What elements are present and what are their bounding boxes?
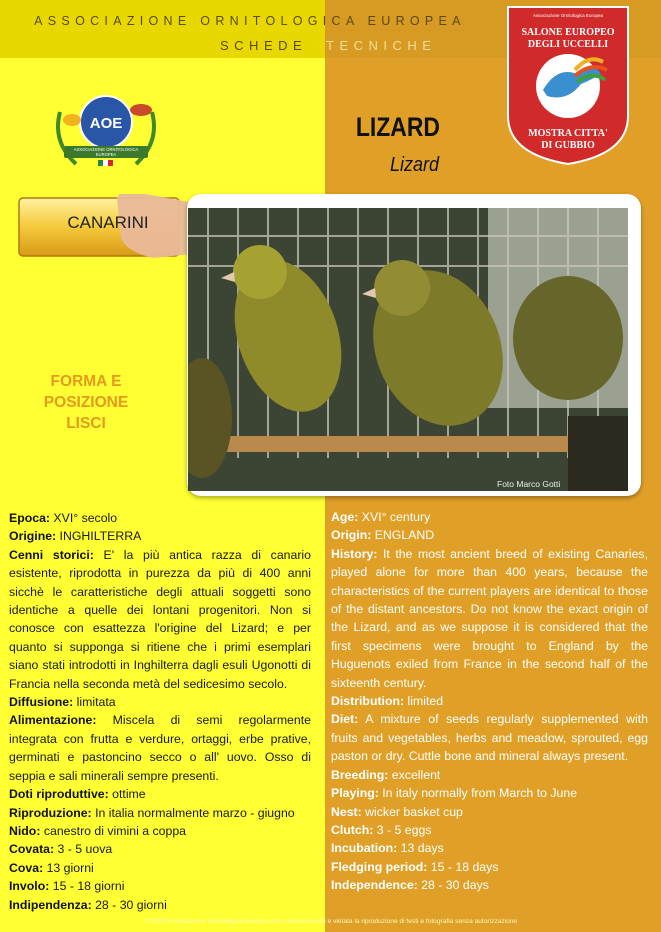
info-history	[331, 545, 648, 692]
subtitle-tecniche: TECNICHE	[326, 38, 437, 53]
info-cenni	[9, 546, 311, 693]
form-line3: LISCI	[66, 415, 106, 432]
badge-line3: MOSTRA CITTA'	[528, 128, 608, 139]
info-diet	[331, 710, 648, 765]
diffusione-label: Diffusione:	[9, 695, 74, 710]
riproduzione-value: In italia normalmente marzo - giugno	[91, 805, 295, 820]
diet-label: Diet:	[331, 712, 359, 727]
info-alimentazione	[9, 711, 311, 785]
fledging-label: Fledging period:	[331, 859, 428, 874]
incubation-label: Incubation:	[331, 841, 398, 856]
org-title: ASSOCIAZIONE ORNITOLOGICA EUROPEA	[34, 14, 466, 28]
info-incubation	[331, 839, 648, 857]
info-diffusione	[9, 693, 311, 711]
form-line2: POSIZIONE	[43, 394, 129, 411]
distribution-label: Distribution:	[331, 694, 405, 709]
origin-value: ENGLAND	[371, 528, 435, 543]
info-nido	[9, 822, 311, 840]
independence-label: Independence:	[331, 878, 418, 893]
info-age	[331, 508, 648, 526]
info-riproduzione	[9, 804, 311, 822]
nest-label: Nest:	[331, 804, 362, 819]
info-epoca	[9, 509, 311, 527]
italian-info	[9, 509, 311, 914]
info-indipendenza	[9, 896, 311, 914]
info-doti	[9, 785, 311, 803]
info-playing	[331, 784, 648, 802]
involo-value: 15 - 18 giorni	[49, 879, 125, 894]
diet-value: A mixture of seeds regularly supplemented with fruits and vegetables, herbs and meadow, sprouted, egg paston or dry. Cuttle bone and mineral always present.	[331, 712, 648, 764]
cenni-label: Cenni storici:	[9, 547, 94, 562]
logo-acronym: AOE	[89, 115, 123, 132]
canary-illustration	[188, 208, 628, 491]
aoe-logo	[46, 84, 166, 170]
subtitle-schede: SCHEDE	[220, 38, 308, 53]
footer-copyright: © 2009 Associazione Ornitologica Europea tutti i diritti riservati e vietata la riproduzione di testi e fotografia senza autorizzazione	[143, 918, 518, 925]
info-independence	[331, 876, 648, 894]
breed-name: LIZARD	[355, 112, 440, 142]
covata-value: 3 - 5 uova	[54, 842, 113, 857]
canary-photo	[188, 208, 628, 491]
logo-line2: EUROPEA	[95, 152, 117, 157]
cova-value: 13 giorni	[43, 860, 94, 875]
clutch-label: Clutch:	[331, 822, 374, 837]
age-value: XVI° century	[358, 510, 431, 524]
badge-line4: DI GUBBIO	[541, 140, 595, 151]
form-line1: FORMA E	[50, 373, 122, 390]
alimentazione-value: Miscela di semi regolarmente integrata con frutta e verdure, ortaggi, erbe prative, germinati e pastoncino secco o all' uovo. Osso di seppia e sali minerali sempre presenti.	[9, 713, 311, 783]
info-fledging	[331, 858, 648, 876]
gubbio-badge	[505, 4, 631, 167]
age-label: Age:	[331, 510, 359, 524]
origin-label: Origin:	[331, 528, 372, 543]
riproduzione-label: Riproduzione:	[9, 805, 92, 820]
photo-credit: Foto Marco Gotti	[497, 479, 561, 489]
breeding-label: Breeding:	[331, 767, 389, 782]
involo-label: Involo:	[9, 879, 50, 894]
nido-value: canestro di vimini a coppa	[40, 823, 187, 838]
info-nest	[331, 803, 648, 821]
epoca-label: Epoca:	[9, 511, 50, 525]
english-info	[331, 508, 648, 895]
info-clutch	[331, 821, 648, 839]
playing-label: Playing:	[331, 786, 379, 801]
category-label: CANARINI	[67, 213, 149, 232]
diffusione-value: limitata	[73, 695, 116, 710]
breeding-value: excellent	[388, 767, 441, 782]
epoca-value: XVI° secolo	[50, 511, 118, 525]
alimentazione-label: Alimentazione:	[9, 713, 97, 728]
distribution-value: limited	[404, 694, 444, 709]
info-covata	[9, 840, 311, 858]
independence-value: 28 - 30 days	[417, 878, 489, 893]
info-origine	[9, 527, 311, 545]
clutch-value: 3 - 5 eggs	[373, 822, 432, 837]
incubation-value: 13 days	[397, 841, 444, 856]
cenni-value: E' la più antica razza di canario esistente, riprodotta in purezza da più di 400 anni sicchè le caratteristiche degli attuali soggetti sono identiche a quelle dei lontani progenitori. Non si conosce con esattezza l'origine del Lizard; e per quanto si supponga si ritiene che i primi esemplari siano stati introdotti in Inghilterra dagli esuli Ugonotti di Francia nella seconda metà del sedicesimo secolo.	[9, 547, 312, 691]
covata-label: Covata:	[9, 842, 55, 857]
logo-line1: ASSOCIAZIONE ORNITOLOGICA	[73, 147, 139, 152]
info-distribution	[331, 692, 648, 710]
doti-label: Doti riproduttive:	[9, 787, 109, 802]
history-value: It the most ancient breed of existing Canaries, played alone for more than 400 years, because the characteristics of the current players are identical to those of the distant ancestors. Do not know the exact origin of the Lizard, and as we suppose it is considered that the first specimens were brought to England by the Huguenots exiled from France in the second half of the sixteenth century.	[331, 546, 648, 690]
info-involo	[9, 877, 311, 895]
nest-value: wicker basket cup	[361, 804, 463, 819]
doti-value: ottime	[108, 787, 146, 802]
nido-label: Nido:	[9, 823, 41, 838]
info-cova	[9, 859, 311, 877]
info-origin	[331, 526, 648, 544]
form-heading	[26, 371, 146, 434]
badge-line2: DEGLI UCCELLI	[527, 39, 609, 50]
indipendenza-label: Indipendenza:	[9, 897, 92, 912]
fledging-value: 15 - 18 days	[427, 859, 499, 874]
indipendenza-value: 28 - 30 giorni	[91, 897, 167, 912]
cova-label: Cova:	[9, 860, 44, 875]
breed-subname: Lizard	[389, 154, 439, 176]
info-breeding	[331, 766, 648, 784]
badge-line1: SALONE EUROPEO	[521, 27, 615, 38]
playing-value: In italy normally from March to June	[378, 786, 578, 801]
origine-value: INGHILTERRA	[56, 529, 142, 544]
badge-top-small: Associazione Ornitologica Europea	[532, 13, 604, 18]
origine-label: Origine:	[9, 529, 57, 544]
history-label: History:	[331, 546, 378, 561]
